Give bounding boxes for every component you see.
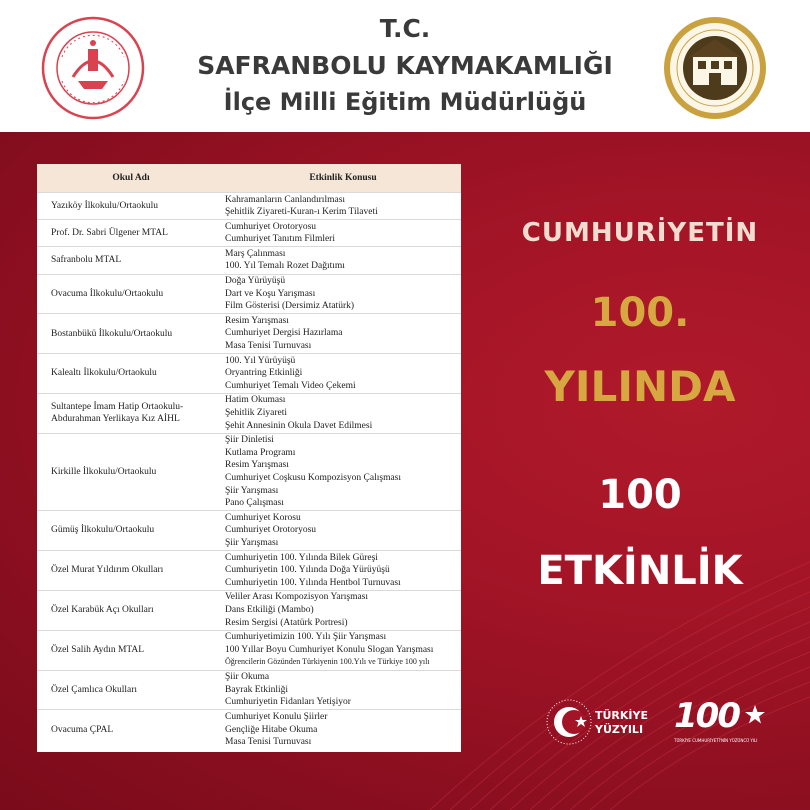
activities-cell [225, 314, 461, 354]
safranbolu-kaymakamligi-seal-icon [662, 15, 768, 121]
activity-item: Şehit Annesinin Okula Davet Edilmesi [225, 420, 373, 431]
table-row [37, 247, 461, 274]
table-row [37, 551, 461, 591]
activity-item: Cumhuriyetin Fidanları Yetişiyor [225, 697, 351, 708]
activities-cell [225, 193, 461, 220]
table-row [37, 670, 461, 710]
school-name-cell: Ovacuma İlkokulu/Ortaokulu [37, 274, 225, 314]
activity-item: Masa Tenisi Turnuvası [225, 341, 312, 352]
headline-cumhuriyetin: CUMHURİYETİN [521, 218, 759, 248]
logo-100-caption: TÜRKİYE CUMHURİYETİ'NİN YÜZÜNCÜ YILI [674, 738, 758, 743]
logo-text-turkiye: TÜRKİYE [595, 709, 649, 722]
activity-item: Dart ve Koşu Yarışması [225, 288, 316, 299]
activities-cell [225, 590, 461, 630]
activity-item: Cumhuriyetimizin 100. Yılı Şiir Yarışması [225, 632, 387, 643]
table-row [37, 354, 461, 394]
school-name-cell: Özel Karabük Açı Okulları [37, 590, 225, 630]
school-name-cell: Ovacuma ÇPAL [37, 710, 225, 750]
activities-cell [225, 511, 461, 551]
table-row [37, 630, 461, 670]
activity-item: Cumhuriyet Dergisi Hazırlama [225, 328, 343, 339]
school-name-cell: Kalealtı İlkokulu/Ortaokulu [37, 354, 225, 394]
activity-item: Bayrak Etkinliği [225, 684, 289, 695]
table-row [37, 393, 461, 433]
school-name-cell: Özel Murat Yıldırım Okulları [37, 551, 225, 591]
activity-item: Cumhuriyet Temalı Video Çekemi [225, 380, 356, 391]
activity-item: Veliler Arası Kompozisyon Yarışması [225, 592, 369, 603]
activity-item: Resim Yarışması [225, 460, 289, 471]
100-star-crescent-icon [742, 702, 768, 728]
activities-cell [225, 670, 461, 710]
headline-100: 100 [598, 472, 682, 518]
school-name-cell: Bostanbükü İlkokulu/Ortaokulu [37, 314, 225, 354]
column-header-activity: Etkinlik Konusu [225, 164, 461, 193]
activity-item: Resim Sergisi (Atatürk Portresi) [225, 617, 348, 628]
activity-item: Cumhuriyet Konulu Şiirler [225, 712, 328, 723]
activity-item: Şiir Okuma [225, 672, 270, 683]
meb-emblem-icon [40, 15, 146, 121]
activity-item: 100 Yıllar Boyu Cumhuriyet Konulu Slogan Yarışması [225, 644, 434, 655]
headline-etkinlik: ETKİNLİK [537, 548, 743, 594]
header-title-mudurluk: İlçe Milli Eğitim Müdürlüğü [223, 88, 587, 116]
school-name-cell: Sultantepe İmam Hatip Ortaokulu- Abdurahman Yerlikaya Kız AİHL [37, 393, 225, 433]
school-name-cell: Safranbolu MTAL [37, 247, 225, 274]
table-header-row [37, 164, 461, 193]
activity-item: Gençliğe Hitabe Okuma [225, 724, 318, 735]
table-row [37, 710, 461, 750]
activity-item: Kahramanların Canlandırılması [225, 194, 346, 205]
activity-item: Şehitlik Ziyareti [225, 408, 288, 419]
activities-table [37, 164, 461, 750]
activity-item: Cumhuriyet Orotoryosu [225, 525, 317, 536]
table-body [37, 193, 461, 750]
activity-item: 100. Yıl Temalı Rozet Dağıtımı [225, 261, 345, 272]
activity-item: Masa Tenisi Turnuvası [225, 737, 312, 748]
header-title-tc: T.C. [379, 14, 431, 43]
activities-cell [225, 393, 461, 433]
headline-100-dot: 100. [590, 290, 690, 336]
table-row [37, 511, 461, 551]
activity-item: Şiir Dinletisi [225, 435, 274, 446]
logo-text-yuzyili: YÜZYILI [595, 723, 644, 736]
school-name-cell: Gümüş İlkokulu/Ortaokulu [37, 511, 225, 551]
activities-table-card [37, 164, 461, 752]
activities-cell [225, 220, 461, 247]
headline-yilinda: YILINDA [544, 362, 736, 411]
activity-item: Doğa Yürüyüşü [225, 276, 286, 287]
activity-item: Pano Çalışması [225, 498, 284, 509]
activity-item: Kutlama Programı [225, 447, 296, 458]
activity-item: Cumhuriyet Coşkusu Kompozisyon Çalışması [225, 473, 402, 484]
turkiye-yuzyili-crescent-icon [545, 694, 595, 750]
activities-cell [225, 247, 461, 274]
column-header-school: Okul Adı [37, 164, 225, 193]
header-title-kaymakamlik: SAFRANBOLU KAYMAKAMLIĞI [197, 51, 613, 80]
school-name-cell: Prof. Dr. Sabri Ülgener MTAL [37, 220, 225, 247]
school-name-cell: Yazıköy İlkokulu/Ortaokulu [37, 193, 225, 220]
school-name-cell: Kirkille İlkokulu/Ortaokulu [37, 433, 225, 511]
turkiye-yuzyili-logo [545, 694, 665, 750]
activity-item: Cumhuriyetin 100. Yılında Bilek Güreşi [225, 552, 378, 563]
activity-item: Şehitlik Ziyareti-Kuran-ı Kerim Tilaveti [225, 207, 378, 218]
table-row [37, 314, 461, 354]
activity-item: Cumhuriyet Korosu [225, 512, 301, 523]
activity-item: Şiir Yarışması [225, 485, 279, 496]
activity-item: Oryantring Etkinliği [225, 368, 303, 379]
activities-cell [225, 433, 461, 511]
logo-100-number: 100 [674, 696, 739, 736]
page-header [0, 0, 810, 132]
activity-item: Cumhuriyetin 100. Yılında Doğa Yürüyüşü [225, 565, 390, 576]
table-row [37, 274, 461, 314]
activity-item: Cumhuriyet Orotoryosu [225, 221, 317, 232]
table-row [37, 220, 461, 247]
table-row [37, 433, 461, 511]
activity-item: 100. Yıl Yürüyüşü [225, 355, 296, 366]
activity-item: Şiir Yarışması [225, 538, 279, 549]
activity-item: Öğrencilerin Gözünden Türkiyenin 100.Yılı ve Türkiye 100 yılı [225, 657, 430, 667]
100-logo [672, 694, 772, 750]
activities-cell [225, 274, 461, 314]
table-row [37, 193, 461, 220]
table-row [37, 590, 461, 630]
activity-item: Film Gösterisi (Dersimiz Atatürk) [225, 301, 355, 312]
activity-item: Resim Yarışması [225, 315, 289, 326]
school-name-cell: Özel Salih Aydın MTAL [37, 630, 225, 670]
activity-item: Hatim Okuması [225, 395, 286, 406]
activities-cell [225, 354, 461, 394]
activities-cell [225, 710, 461, 750]
activity-item: Cumhuriyet Tanıtım Filmleri [225, 234, 335, 245]
school-name-cell: Özel Çamlıca Okulları [37, 670, 225, 710]
activity-item: Marş Çalınması [225, 248, 286, 259]
activity-item: Cumhuriyetin 100. Yılında Hentbol Turnuvası [225, 577, 401, 588]
activities-cell [225, 551, 461, 591]
activity-item: Dans Etkiliği (Mambo) [225, 605, 314, 616]
activities-cell [225, 630, 461, 670]
